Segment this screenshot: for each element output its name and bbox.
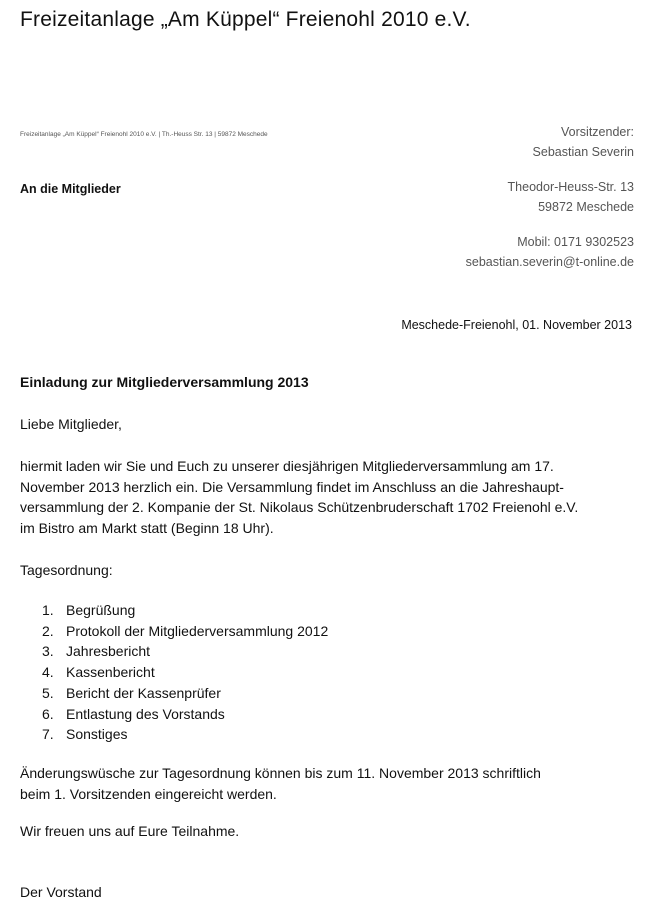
agenda-item-text: Jahresbericht — [66, 643, 151, 660]
contact-name: Sebastian Severin — [532, 145, 634, 159]
agenda-item — [42, 662, 328, 683]
signature: Der Vorstand — [20, 884, 102, 900]
contact-block — [466, 122, 634, 272]
agenda-item — [42, 641, 328, 662]
agenda-item-number: 5. — [42, 684, 54, 701]
agenda-item-number: 6. — [42, 705, 54, 722]
body-line: versammlung der 2. Kompanie der St. Nikolaus Schützenbruderschaft 1702 Freienohl e.V. — [20, 499, 579, 515]
changes-line: beim 1. Vorsitzenden eingereicht werden. — [20, 785, 277, 802]
agenda-list — [42, 600, 328, 745]
contact-street: Theodor-Heuss-Str. 13 — [507, 180, 634, 194]
agenda-item — [42, 683, 328, 704]
contact-city: 59872 Meschede — [538, 200, 634, 214]
closing-line: Wir freuen uns auf Eure Teilnahme. — [20, 823, 240, 839]
agenda-item-number: 2. — [42, 622, 54, 639]
agenda-item-text: Bericht der Kassenprüfer — [66, 684, 221, 701]
date-line: Meschede-Freienohl, 01. November 2013 — [401, 318, 632, 332]
letter-subject: Einladung zur Mitgliederversammlung 2013 — [20, 374, 309, 390]
changes-line: Änderungswüsche zur Tagesordnung können bis zum 11. November 2013 schriftlich — [20, 765, 541, 781]
agenda-item-number: 1. — [42, 602, 54, 618]
contact-spacer — [466, 162, 634, 177]
contact-spacer — [466, 217, 634, 232]
body-paragraph — [20, 456, 640, 538]
letterhead-title: Freizeitanlage „Am Küppel“ Freienohl 2010 e.V. — [20, 8, 471, 31]
body-line: hiermit laden wir Sie und Euch zu unserer diesjährigen Mitgliederversammlung am 17. — [20, 458, 554, 474]
agenda-item-number: 3. — [42, 643, 54, 660]
agenda-item-text: Entlastung des Vorstands — [66, 705, 225, 722]
contact-phone: Mobil: 0171 9302523 — [517, 235, 634, 249]
sender-return-address: Freizeitanlage „Am Küppel“ Freienohl 2010 e.V. | Th.-Heuss Str. 13 | 59872 Meschede — [20, 131, 268, 138]
agenda-item-text: Kassenbericht — [66, 664, 155, 681]
contact-email: sebastian.severin@t-online.de — [465, 255, 634, 269]
agenda-label: Tagesordnung: — [20, 562, 113, 578]
salutation: Liebe Mitglieder, — [20, 416, 122, 432]
body-line: November 2013 herzlich ein. Die Versammlung findet im Anschluss an die Jahreshaupt- — [20, 478, 564, 495]
agenda-item — [42, 704, 328, 725]
agenda-item-text: Sonstiges — [66, 726, 128, 743]
agenda-item — [42, 621, 328, 642]
body-line: im Bistro am Markt statt (Beginn 18 Uhr). — [20, 519, 274, 536]
recipient-line: An die Mitglieder — [20, 182, 121, 196]
agenda-item-number: 4. — [42, 664, 54, 681]
agenda-item-number: 7. — [42, 726, 54, 743]
agenda-item-text: Begrüßung — [66, 602, 136, 618]
contact-role: Vorsitzender: — [561, 125, 634, 139]
agenda-item-text: Protokoll der Mitgliederversammlung 2012 — [66, 622, 329, 639]
agenda-changes-paragraph — [20, 763, 541, 804]
agenda-item — [42, 724, 328, 745]
agenda-item — [42, 600, 328, 621]
